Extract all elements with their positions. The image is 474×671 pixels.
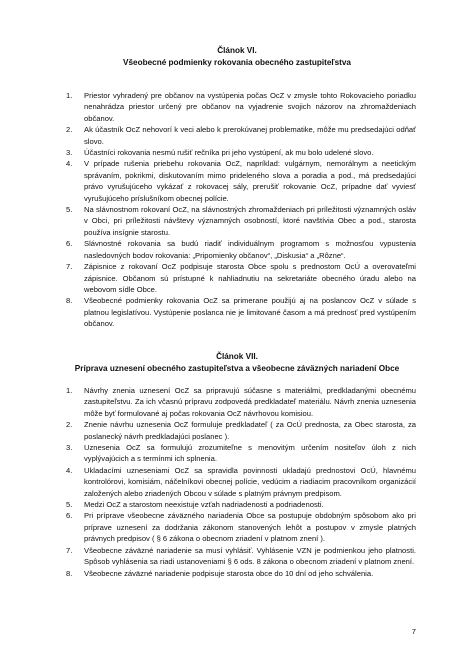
item-text: Zápisnice z rokovaní OcZ podpisuje starosta Obce spolu s prednostom OcÚ a overovateľmi zápisnice. Občanom sú prístupné k nahliadnutiu na sekretariáte obecného úradu alebo na webovom sídle Obce. <box>84 262 416 294</box>
item-number: 4. <box>66 159 73 169</box>
list-item <box>66 499 416 510</box>
item-number: 1. <box>66 91 73 100</box>
item-number: 7. <box>66 545 73 555</box>
list-item <box>66 147 416 158</box>
list-item <box>66 510 416 544</box>
item-text: Medzi OcZ a starostom neexistuje vzťah nadriadenosti a podriadenosti. <box>84 500 324 510</box>
item-number: 6. <box>66 239 73 249</box>
item-number: 8. <box>66 296 73 306</box>
item-number: 2. <box>66 125 73 135</box>
item-number: 6. <box>66 511 73 521</box>
article-7-subtitle: Príprava uznesení obecného zastupiteľstva a všeobecne záväzných nariadení Obce <box>74 364 400 373</box>
article-6-subtitle: Všeobecné podmienky rokovania obecného zastupiteľstva <box>123 58 351 67</box>
item-number: 3. <box>66 148 73 158</box>
list-item <box>66 545 416 568</box>
article-6-title: Článok VI. <box>217 46 257 55</box>
page-number: 7 <box>411 627 416 636</box>
list-item <box>66 419 416 442</box>
list-item <box>66 261 416 295</box>
item-number: 5. <box>66 205 73 215</box>
item-number: 4. <box>66 465 73 475</box>
item-text: Priestor vyhradený pre občanov na vystúpenia počas OcZ v zmysle tohto Rokovacieho poriadku nenahrádza priestor určený pre občanov na vyjadrenie svojich názorov na zhromaždeniach občanov. <box>84 91 416 123</box>
item-text: Uznesenia OcZ sa formulujú zrozumiteľne s menovitým určením nositeľov úloh z nich vyplývajúcich a s termínmi ich splnenia. <box>84 443 416 464</box>
article-7-list <box>66 385 416 579</box>
article-6-list <box>66 90 416 330</box>
item-text: Znenie návrhu uznesenia OcZ formuluje predkladateľ ( za OcÚ prednosta, za Obec starosta, za poslanecký návrh predkladajúci poslanec ). <box>84 420 416 441</box>
item-number: 8. <box>66 568 73 578</box>
item-text: Účastníci rokovania nesmú rušiť rečníka pri jeho vystúpení, ak mu bolo udelené slovo. <box>84 148 374 158</box>
item-text: Všeobecné podmienky rokovania OcZ sa primerane použijú aj na poslancov OcZ v súlade s platnou legislatívou. Vystúpenie poslanca nie je limitované časom a má prednosť pred vystúpením občanov. <box>84 296 416 329</box>
list-item <box>66 204 416 238</box>
item-text: Ukladacími uzneseniami OcZ sa spravidla povinnosti ukladajú prednostovi OcÚ, hlavnému kontrolórovi, komisiám, náčelníkovi obecnej polície, vedúcim a riadiacim pracovníkom organizácií založených alebo zriadených Obcou v súlade s platným právnym predpisom. <box>84 465 416 498</box>
item-text: Na slávnostnom rokovaní OcZ, na slávnostných zhromaždeniach pri príležitosti významných osláv v Obci, pri príležitosti návštevy významných osobností, ktoré navštívia Obec a pod., starosta používa insígnie starostu. <box>84 205 416 237</box>
item-text: Všeobecne záväzné nariadenie sa musí vyhlásiť. Vyhlásenie VZN je podmienkou jeho platnosti. Spôsob vyhlásenia sa riadi ustanoveniami § 6 ods. 8 zákona o obecnom zriadení v platnom znení. <box>84 545 416 567</box>
item-text: Ak účastník OcZ nehovorí k veci alebo k prerokúvanej problematike, môže mu predsedajúci odňať slovo. <box>84 125 416 146</box>
item-text: Všeobecne záväzné nariadenie podpisuje starosta obce do 10 dní od jeho schválenia. <box>84 568 374 578</box>
item-number: 7. <box>66 262 73 272</box>
item-number: 1. <box>66 386 73 395</box>
list-item <box>66 442 416 465</box>
item-text: Pri príprave všeobecne záväzného nariadenia Obce sa postupuje obdobným spôsobom ako pri príprave uznesení za dodržania zákonom stanovených lehôt a postupov v zmysle platných právnych predpisov ( § 6 zákona o obecnom zriadení v platnom znení ). <box>84 511 416 544</box>
item-number: 2. <box>66 420 73 430</box>
article-7-title: Článok VII. <box>216 352 258 361</box>
list-item <box>66 295 416 329</box>
item-text: V prípade rušenia priebehu rokovania OcZ, napríklad: vulgárnym, nemorálnym a neetickým správaním, pokrikmi, diskutovaním mimo prideleného slova a poradia a pod., má predsedajúci právo vyrušujúceho vykázať z rokovacej sály, prerušiť rokovanie OcZ, prípadne dať vyviesť vyrušujúceho príslušníkom obecnej polície. <box>84 159 416 203</box>
list-item <box>66 238 416 261</box>
item-number: 5. <box>66 500 73 510</box>
item-text: Slávnostné rokovania sa budú riadiť individuálnym programom s možnosťou vypustenia nasledovných bodov rokovania: „Pripomienky občanov“, „Diskusia“ a „Rôzne“. <box>84 239 416 260</box>
list-item <box>66 124 416 147</box>
list-item <box>66 568 416 579</box>
list-item <box>66 158 416 204</box>
item-number: 3. <box>66 443 73 453</box>
list-item <box>66 90 416 124</box>
item-text: Návrhy znenia uznesení OcZ sa pripravujú súčasne s materiálmi, predkladanými obecnému zastupiteľstvu. Za ich včasnú prípravu zodpovedá predkladateľ materiálu. Návrh znenia uznesenia môže byť formulované aj počas rokovania OcZ návrhovou komisiou. <box>84 386 416 418</box>
list-item <box>66 465 416 499</box>
list-item <box>66 385 416 419</box>
